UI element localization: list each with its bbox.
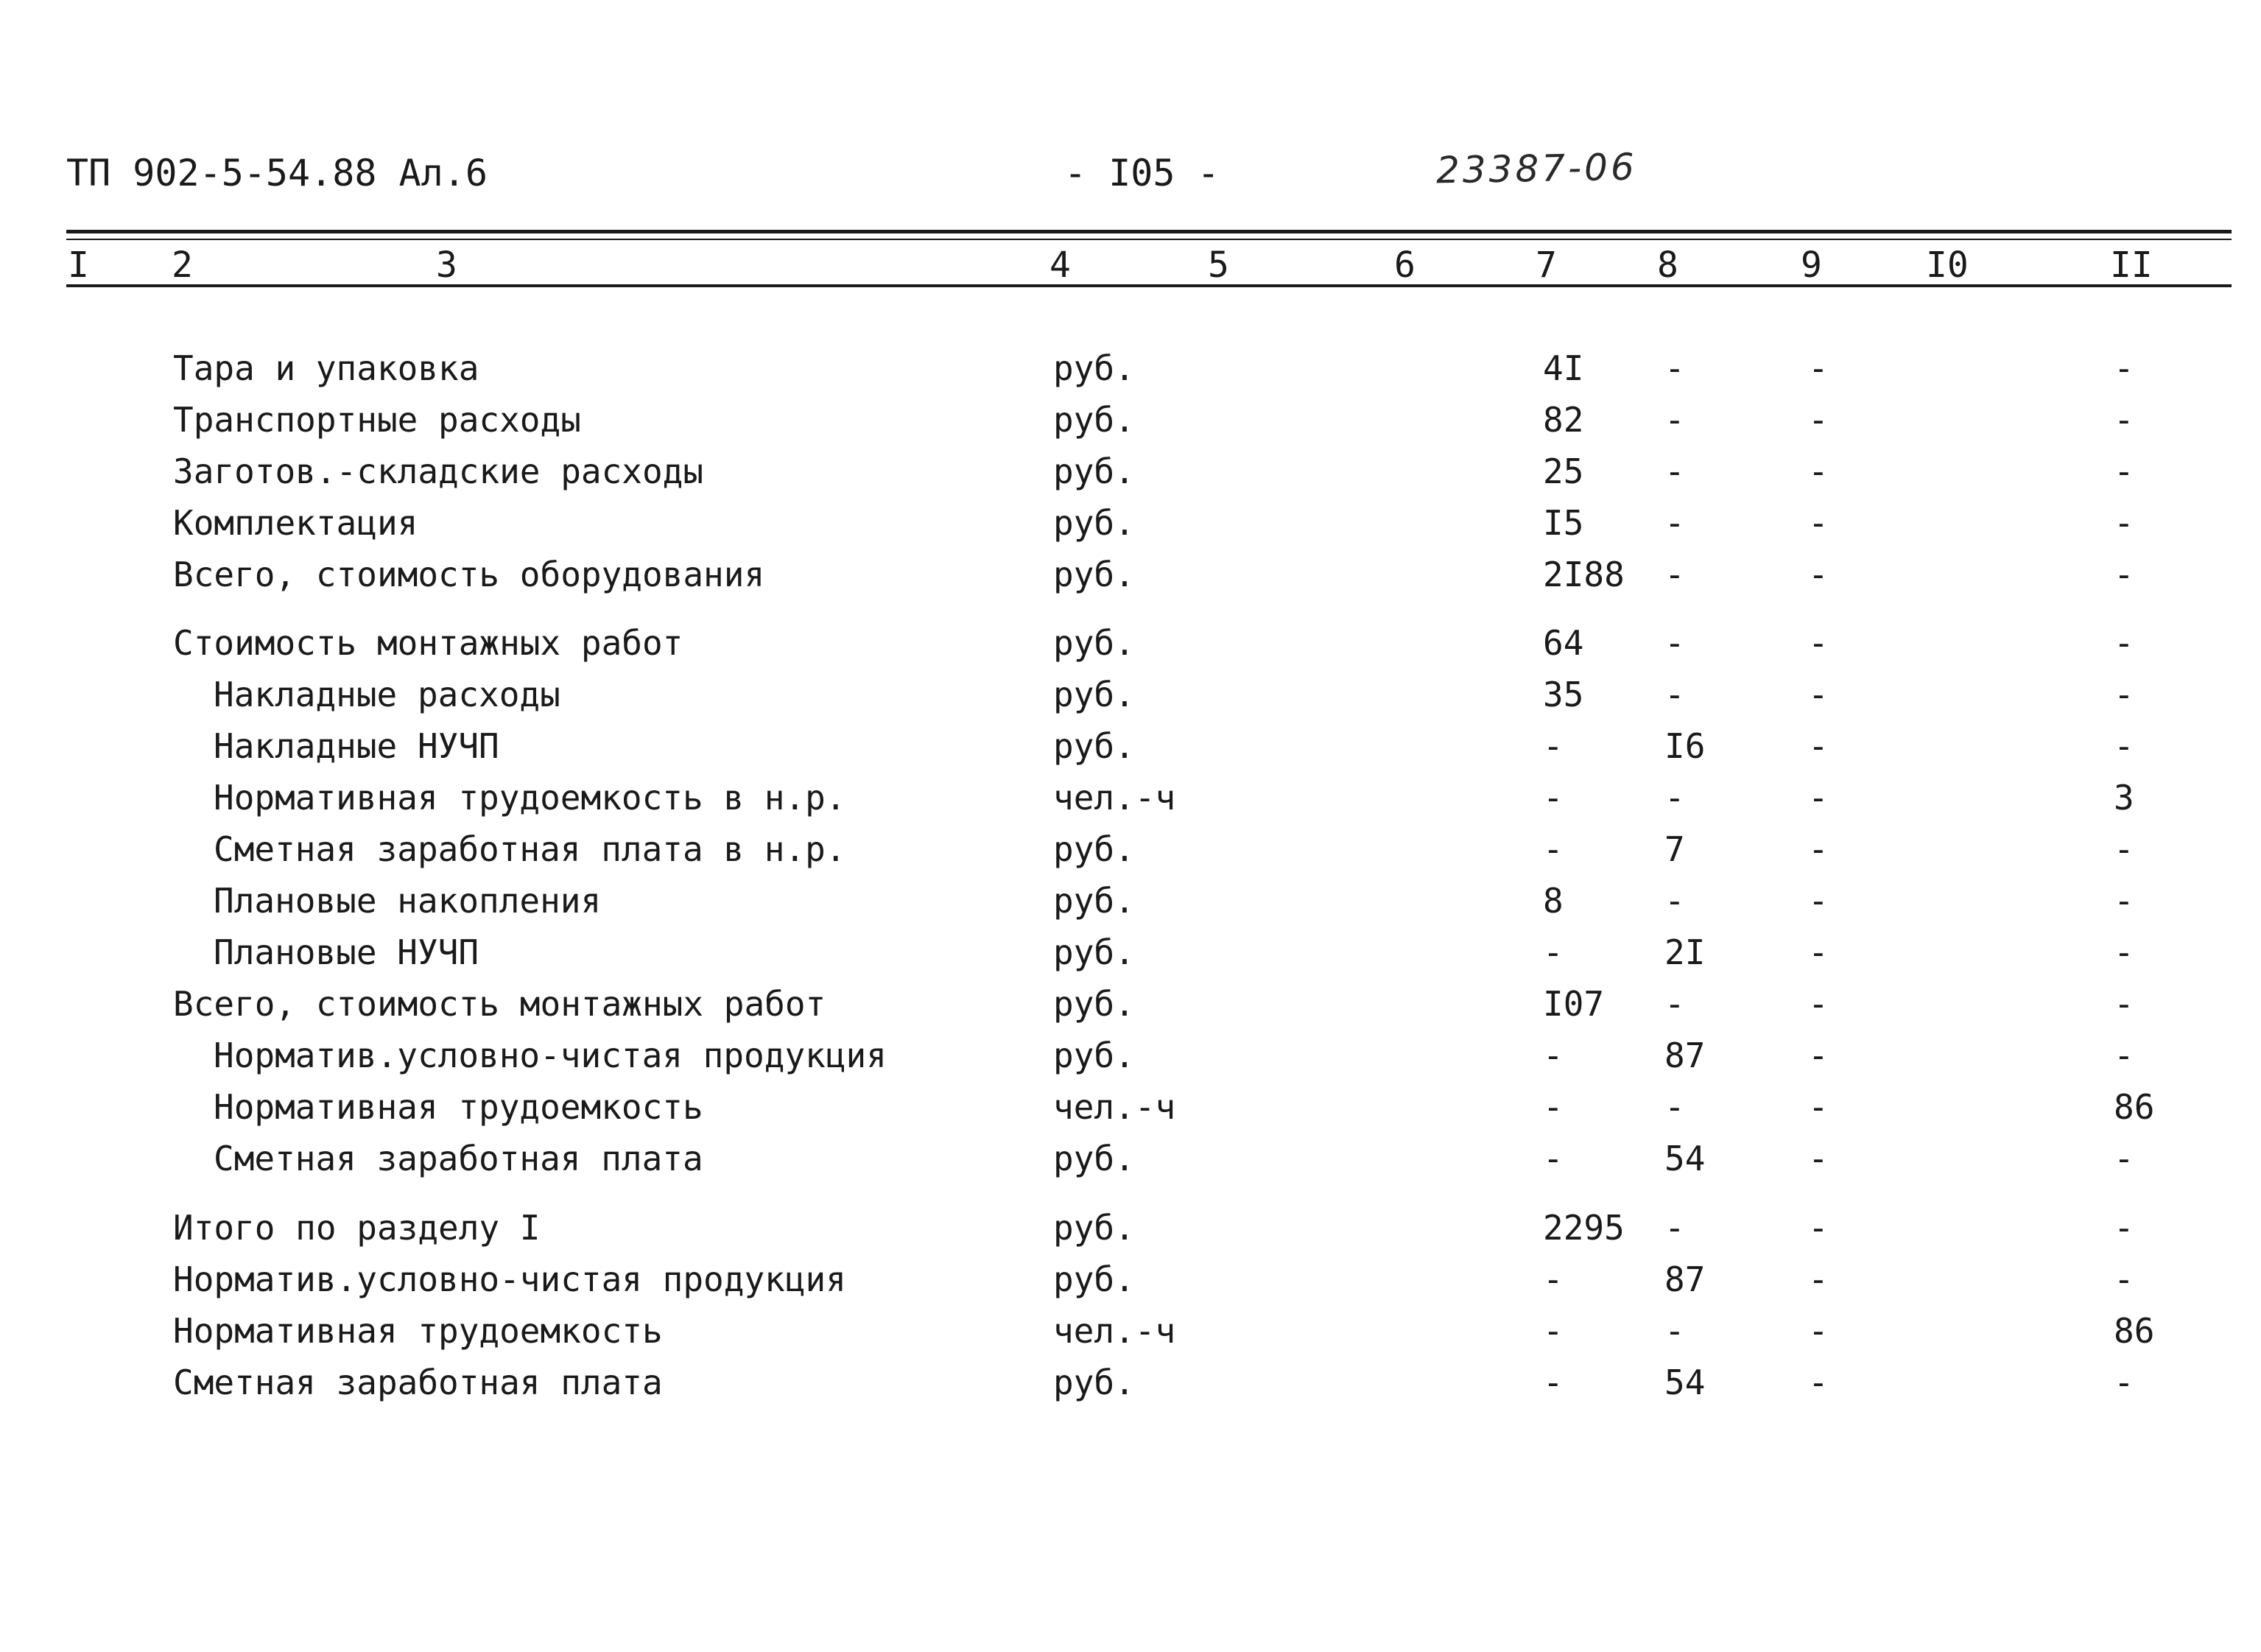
row-name: Сметная заработная плата в н.р. (214, 829, 846, 869)
table-row (0, 669, 2261, 720)
row-col7: 2295 (1543, 1208, 1625, 1248)
row-col11: - (2114, 1208, 2134, 1248)
row-name: Тара и упаковка (173, 348, 479, 388)
row-col9: - (1808, 1208, 1829, 1248)
row-col8: - (1664, 451, 1685, 491)
row-col9: - (1808, 829, 1829, 869)
row-col9: - (1808, 984, 1829, 1024)
row-col8: 7 (1664, 829, 1685, 869)
row-col11: - (2114, 400, 2134, 440)
row-col9: - (1808, 1259, 1829, 1299)
row-unit: руб. (1053, 726, 1135, 766)
column-number-6: 6 (1394, 245, 1416, 286)
row-unit: руб. (1053, 555, 1135, 594)
row-unit: руб. (1053, 348, 1135, 388)
row-unit: руб. (1053, 1139, 1135, 1178)
row-col8: - (1664, 984, 1685, 1024)
row-col8: - (1664, 400, 1685, 440)
column-number-10: I0 (1926, 245, 1969, 286)
row-col8: 54 (1664, 1139, 1706, 1178)
row-unit: чел.-ч (1053, 1311, 1176, 1351)
row-name: Итого по разделу I (173, 1208, 541, 1248)
table-row (0, 446, 2261, 497)
row-unit: руб. (1053, 503, 1135, 543)
document-code: ТП 902-5-54.88 Ал.6 (66, 152, 488, 194)
row-name: Стоимость монтажных работ (173, 623, 683, 663)
row-col7: - (1543, 778, 1564, 818)
row-col11: - (2114, 675, 2134, 714)
row-col7: 64 (1543, 623, 1584, 663)
table-row (0, 772, 2261, 823)
row-col11: - (2114, 555, 2134, 594)
row-col9: - (1808, 881, 1829, 921)
row-unit: руб. (1053, 451, 1135, 491)
table-row (0, 875, 2261, 927)
row-col8: - (1664, 778, 1685, 818)
row-unit: руб. (1053, 984, 1135, 1024)
row-col8: - (1664, 623, 1685, 663)
row-col7: - (1543, 1259, 1564, 1299)
row-name: Плановые накопления (214, 881, 602, 921)
row-col11: - (2114, 451, 2134, 491)
column-number-9: 9 (1801, 245, 1822, 286)
row-unit: руб. (1053, 623, 1135, 663)
row-unit: руб. (1053, 1036, 1135, 1075)
row-col7: 82 (1543, 400, 1584, 440)
column-number-8: 8 (1657, 245, 1678, 286)
table-row (0, 1081, 2261, 1133)
column-header-rule (66, 284, 2232, 287)
table-row (0, 1133, 2261, 1184)
column-number-11: II (2110, 245, 2153, 286)
row-col8: - (1664, 1087, 1685, 1127)
row-col7: 4I (1543, 348, 1584, 388)
row-col7: - (1543, 829, 1564, 869)
row-col9: - (1808, 1363, 1829, 1402)
row-col8: 87 (1664, 1036, 1706, 1075)
row-col11: - (2114, 623, 2134, 663)
table-row (0, 549, 2261, 600)
column-number-1: I (68, 245, 89, 286)
page-number: - I05 - (1064, 152, 1220, 194)
row-col11: 86 (2114, 1087, 2155, 1127)
row-col8: 54 (1664, 1363, 1706, 1402)
row-col9: - (1808, 623, 1829, 663)
row-unit: руб. (1053, 932, 1135, 972)
row-name: Комплектация (173, 503, 418, 543)
table-row (0, 1305, 2261, 1357)
row-col11: 86 (2114, 1311, 2155, 1351)
table-row (0, 1254, 2261, 1305)
row-unit: руб. (1053, 881, 1135, 921)
row-col8: - (1664, 503, 1685, 543)
row-col9: - (1808, 555, 1829, 594)
row-name: Нормативная трудоемкость в н.р. (214, 778, 846, 818)
row-col7: - (1543, 1087, 1564, 1127)
handwritten-inventory-number: 23387-06 (1435, 145, 1638, 192)
table-row (0, 1357, 2261, 1408)
row-col11: - (2114, 984, 2134, 1024)
row-col8: 87 (1664, 1259, 1706, 1299)
row-col7: 2I88 (1543, 555, 1625, 594)
row-col8: - (1664, 348, 1685, 388)
row-col11: - (2114, 726, 2134, 766)
top-rule-thick (66, 230, 2232, 233)
row-col8: - (1664, 881, 1685, 921)
table-row (0, 978, 2261, 1030)
row-name: Всего, стоимость монтажных работ (173, 984, 826, 1024)
table-row (0, 497, 2261, 549)
row-col7: - (1543, 932, 1564, 972)
row-col11: - (2114, 932, 2134, 972)
row-col7: - (1543, 1311, 1564, 1351)
row-col8: - (1664, 1208, 1685, 1248)
row-name: Накладные расходы (214, 675, 560, 714)
column-number-5: 5 (1208, 245, 1229, 286)
row-col9: - (1808, 348, 1829, 388)
top-rule-thin (66, 239, 2232, 240)
row-unit: руб. (1053, 1259, 1135, 1299)
column-number-7: 7 (1536, 245, 1557, 286)
row-col7: - (1543, 1363, 1564, 1402)
row-unit: руб. (1053, 829, 1135, 869)
row-col7: 8 (1543, 881, 1564, 921)
table-row (0, 1030, 2261, 1081)
row-col11: - (2114, 348, 2134, 388)
row-name: Сметная заработная плата (173, 1363, 663, 1402)
table-row (0, 720, 2261, 772)
row-col7: - (1543, 726, 1564, 766)
row-col11: - (2114, 1363, 2134, 1402)
row-col8: - (1664, 675, 1685, 714)
row-col7: - (1543, 1036, 1564, 1075)
row-col8: - (1664, 555, 1685, 594)
row-col11: - (2114, 1139, 2134, 1178)
row-col11: - (2114, 829, 2134, 869)
row-name: Нормативная трудоемкость (214, 1087, 703, 1127)
row-col8: - (1664, 1311, 1685, 1351)
row-col9: - (1808, 1087, 1829, 1127)
row-unit: чел.-ч (1053, 1087, 1176, 1127)
table-row (0, 394, 2261, 446)
row-col11: - (2114, 503, 2134, 543)
row-col7: 35 (1543, 675, 1584, 714)
row-col11: - (2114, 1036, 2134, 1075)
row-col9: - (1808, 932, 1829, 972)
table-row (0, 617, 2261, 669)
row-col7: 25 (1543, 451, 1584, 491)
row-name: Норматив.условно-чистая продукция (173, 1259, 846, 1299)
row-name: Сметная заработная плата (214, 1139, 703, 1178)
table-row (0, 1202, 2261, 1254)
row-name: Плановые НУЧП (214, 932, 479, 972)
row-name: Накладные НУЧП (214, 726, 499, 766)
row-unit: руб. (1053, 1208, 1135, 1248)
row-name: Заготов.-складские расходы (173, 451, 704, 491)
column-number-4: 4 (1049, 245, 1071, 286)
row-col11: - (2114, 881, 2134, 921)
table-row (0, 823, 2261, 875)
column-number-3: 3 (436, 245, 457, 286)
row-col8: I6 (1664, 726, 1706, 766)
row-unit: руб. (1053, 675, 1135, 714)
row-col9: - (1808, 400, 1829, 440)
table-row (0, 927, 2261, 978)
row-col8: 2I (1664, 932, 1706, 972)
row-name: Норматив.условно-чистая продукция (214, 1036, 887, 1075)
row-unit: руб. (1053, 1363, 1135, 1402)
row-col7: - (1543, 1139, 1564, 1178)
row-col9: - (1808, 1036, 1829, 1075)
row-col9: - (1808, 503, 1829, 543)
row-col7: I07 (1543, 984, 1605, 1024)
row-name: Всего, стоимость оборудования (173, 555, 765, 594)
row-unit: руб. (1053, 400, 1135, 440)
table-row (0, 342, 2261, 394)
row-col9: - (1808, 451, 1829, 491)
column-number-2: 2 (172, 245, 193, 286)
row-col9: - (1808, 1311, 1829, 1351)
row-unit: чел.-ч (1053, 778, 1176, 818)
row-col9: - (1808, 726, 1829, 766)
row-col11: - (2114, 1259, 2134, 1299)
row-col9: - (1808, 675, 1829, 714)
row-name: Нормативная трудоемкость (173, 1311, 663, 1351)
row-col11: 3 (2114, 778, 2134, 818)
row-col9: - (1808, 1139, 1829, 1178)
row-col7: I5 (1543, 503, 1584, 543)
row-name: Транспортные расходы (173, 400, 581, 440)
row-col9: - (1808, 778, 1829, 818)
